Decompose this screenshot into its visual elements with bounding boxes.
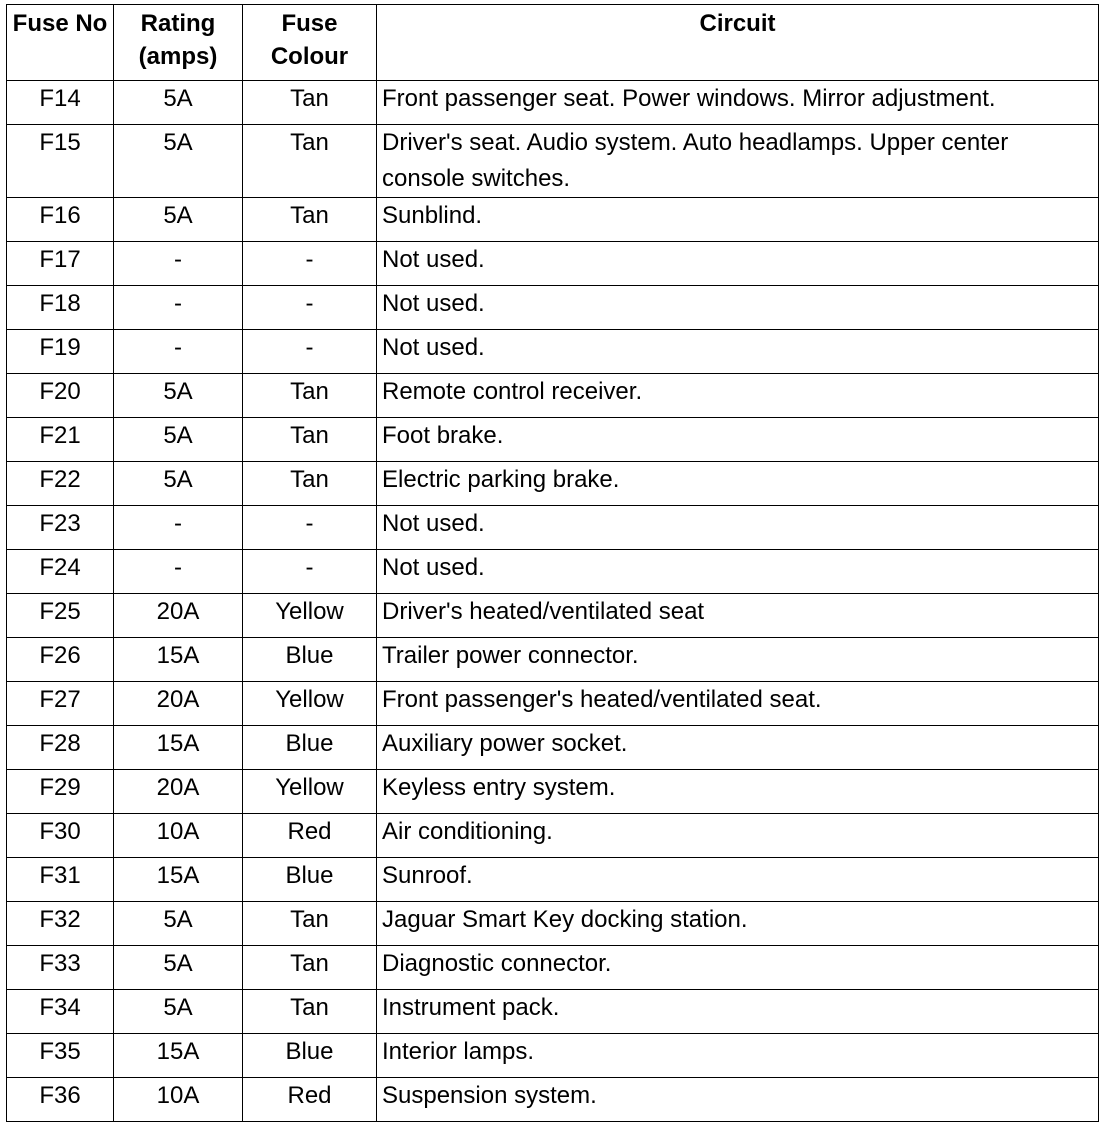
circuit-cell: Instrument pack. [377,990,1099,1034]
fuse-colour-cell: Tan [243,374,377,418]
circuit-cell: Not used. [377,242,1099,286]
table-row [7,594,1099,638]
fuse-number-cell: F28 [7,726,114,770]
fuse-colour-cell: Tan [243,418,377,462]
rating-cell: - [114,242,243,286]
header-rating-line1: Rating [140,10,216,37]
rating-cell: 20A [114,770,243,814]
rating-cell: 5A [114,462,243,506]
fuse-colour-cell: - [243,506,377,550]
table-row [7,506,1099,550]
table-row [7,550,1099,594]
rating-cell: - [114,330,243,374]
rating-cell: 5A [114,990,243,1034]
circuit-cell: Interior lamps. [377,1034,1099,1078]
fuse-colour-cell: Yellow [243,770,377,814]
table-row [7,286,1099,330]
fuse-table-body [7,81,1099,1122]
header-rating-line2: (amps) [138,43,218,70]
circuit-cell: Front passenger seat. Power windows. Mirror adjustment. [377,81,1099,125]
header-fuse-colour [243,5,377,81]
fuse-number-cell: F29 [7,770,114,814]
circuit-cell: Foot brake. [377,418,1099,462]
table-row [7,814,1099,858]
rating-cell: 15A [114,858,243,902]
table-row [7,858,1099,902]
fuse-colour-cell: Tan [243,198,377,242]
fuse-number-cell: F26 [7,638,114,682]
table-row [7,770,1099,814]
fuse-colour-cell: Red [243,814,377,858]
fuse-number-cell: F23 [7,506,114,550]
circuit-cell: Diagnostic connector. [377,946,1099,990]
header-colour-line2: Colour [270,43,349,70]
rating-cell: 5A [114,198,243,242]
circuit-cell: Not used. [377,550,1099,594]
fuse-number-cell: F27 [7,682,114,726]
fuse-table [6,4,1099,1122]
rating-cell: 5A [114,418,243,462]
rating-cell: 10A [114,1078,243,1122]
fuse-colour-cell: Tan [243,81,377,125]
fuse-number-cell: F22 [7,462,114,506]
table-row [7,242,1099,286]
table-row [7,198,1099,242]
fuse-colour-cell: - [243,330,377,374]
circuit-cell: Not used. [377,506,1099,550]
fuse-number-cell: F21 [7,418,114,462]
fuse-number-cell: F20 [7,374,114,418]
circuit-cell: Suspension system. [377,1078,1099,1122]
table-row [7,902,1099,946]
fuse-number-cell: F17 [7,242,114,286]
rating-cell: - [114,506,243,550]
table-row [7,81,1099,125]
fuse-number-cell: F14 [7,81,114,125]
fuse-number-cell: F32 [7,902,114,946]
circuit-cell: Keyless entry system. [377,770,1099,814]
header-circuit [377,5,1099,81]
rating-cell: 10A [114,814,243,858]
fuse-colour-cell: - [243,550,377,594]
rating-cell: - [114,286,243,330]
fuse-colour-cell: - [243,242,377,286]
fuse-number-cell: F34 [7,990,114,1034]
fuse-number-cell: F19 [7,330,114,374]
table-row [7,946,1099,990]
fuse-colour-cell: - [243,286,377,330]
rating-cell: 15A [114,726,243,770]
rating-cell: - [114,550,243,594]
fuse-number-cell: F36 [7,1078,114,1122]
table-row [7,374,1099,418]
fuse-number-cell: F25 [7,594,114,638]
fuse-colour-cell: Tan [243,946,377,990]
circuit-cell: Driver's seat. Audio system. Auto headlamps. Upper center console switches. [377,125,1099,198]
header-colour-line1: Fuse [281,10,338,37]
circuit-cell: Sunroof. [377,858,1099,902]
rating-cell: 5A [114,374,243,418]
rating-cell: 15A [114,1034,243,1078]
fuse-colour-cell: Blue [243,726,377,770]
fuse-colour-cell: Blue [243,638,377,682]
fuse-colour-cell: Tan [243,902,377,946]
table-row [7,1034,1099,1078]
circuit-cell: Auxiliary power socket. [377,726,1099,770]
circuit-cell: Trailer power connector. [377,638,1099,682]
table-row [7,726,1099,770]
circuit-cell: Not used. [377,330,1099,374]
fuse-colour-cell: Yellow [243,682,377,726]
rating-cell: 5A [114,81,243,125]
fuse-number-cell: F33 [7,946,114,990]
fuse-number-cell: F16 [7,198,114,242]
table-row [7,418,1099,462]
table-row [7,1078,1099,1122]
circuit-cell: Air conditioning. [377,814,1099,858]
header-row [7,5,1099,81]
fuse-colour-cell: Yellow [243,594,377,638]
circuit-cell: Not used. [377,286,1099,330]
fuse-number-cell: F35 [7,1034,114,1078]
table-row [7,682,1099,726]
rating-cell: 5A [114,946,243,990]
fuse-colour-cell: Tan [243,462,377,506]
header-rating [114,5,243,81]
header-fuse-no-label: Fuse No [12,10,108,37]
rating-cell: 20A [114,682,243,726]
table-row [7,638,1099,682]
header-fuse-no [7,5,114,81]
rating-cell: 15A [114,638,243,682]
fuse-number-cell: F24 [7,550,114,594]
table-row [7,330,1099,374]
circuit-cell: Front passenger's heated/ventilated seat. [377,682,1099,726]
fuse-colour-cell: Tan [243,125,377,198]
fuse-colour-cell: Red [243,1078,377,1122]
rating-cell: 5A [114,902,243,946]
circuit-cell: Jaguar Smart Key docking station. [377,902,1099,946]
circuit-cell: Electric parking brake. [377,462,1099,506]
fuse-colour-cell: Blue [243,1034,377,1078]
fuse-number-cell: F15 [7,125,114,198]
fuse-number-cell: F31 [7,858,114,902]
fuse-colour-cell: Tan [243,990,377,1034]
circuit-cell: Sunblind. [377,198,1099,242]
fuse-number-cell: F18 [7,286,114,330]
rating-cell: 5A [114,125,243,198]
circuit-cell: Driver's heated/ventilated seat [377,594,1099,638]
fuse-colour-cell: Blue [243,858,377,902]
fuse-number-cell: F30 [7,814,114,858]
table-row [7,462,1099,506]
header-circuit-label: Circuit [699,10,776,37]
table-row [7,125,1099,198]
table-row [7,990,1099,1034]
circuit-cell: Remote control receiver. [377,374,1099,418]
rating-cell: 20A [114,594,243,638]
